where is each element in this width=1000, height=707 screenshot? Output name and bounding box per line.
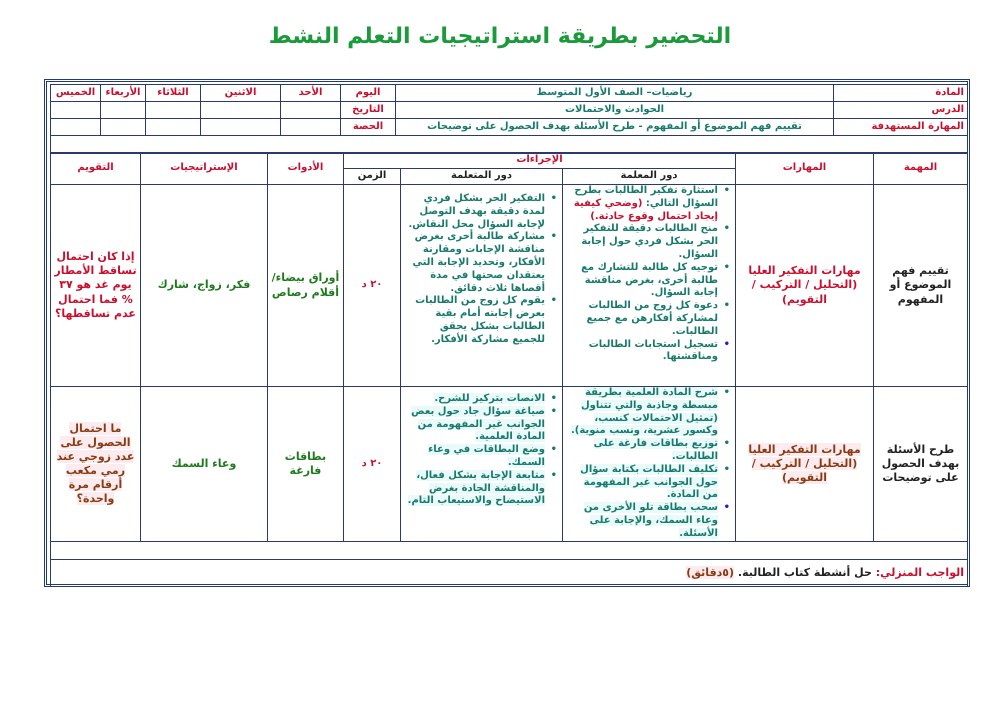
day-thursday: الخميس bbox=[51, 85, 101, 102]
col-teacher: دور المعلمة bbox=[563, 169, 736, 185]
period-label: الحصة bbox=[341, 119, 396, 136]
header-table bbox=[50, 84, 968, 154]
list-item: • الانصات بتركيز للشرح. bbox=[404, 393, 545, 406]
skills-cell: مهارات التفكير العليا (التحليل / التركيب / التقويم) bbox=[736, 185, 874, 387]
page-title: التحضير بطريقة استراتيجيات التعلم النشط bbox=[268, 24, 732, 49]
list-item: • شرح المادة العلمية بطريقة مبسطة وجاذبة والتي تتناول (تمثيل الاحتمالات كنسب، وكسور عشرية، ونسب منوية). bbox=[566, 387, 718, 438]
list-item: • مشاركة طالبة أخرى بغرض مناقشة الإجابات ومقارنة الأفكار، وتحديد الإجابة التي يعتقدان صحتها في مدة أقصاها ثلاث دقائق. bbox=[404, 231, 545, 295]
list-item: • دعوة كل زوج من الطالبات لمشاركة أفكارهن مع جميع الطالبات. bbox=[566, 300, 718, 338]
skill-value: تقييم فهم الموضوع أو المفهوم - طرح الأسئلة بهدف الحصول على توضيحات bbox=[396, 119, 834, 136]
task-cell: تقييم فهم الموضوع أو المفهوم bbox=[874, 185, 968, 387]
lesson-value: الحوادث والاحتمالات bbox=[396, 102, 834, 119]
teacher-role-cell bbox=[563, 185, 736, 387]
student-role-cell bbox=[401, 185, 563, 387]
lesson-plan-frame bbox=[44, 79, 970, 587]
list-item: • تسجيل استجابات الطالبات ومناقشتها. bbox=[566, 339, 718, 365]
list-item: • وضع البطاقات في وعاء السمك. bbox=[404, 444, 545, 470]
table-row bbox=[51, 387, 968, 542]
strategies-cell: فكر، زواج، شارك bbox=[140, 185, 267, 387]
list-item: • استثارة تفكير الطالبات بطرح السؤال التالي: (وضحي كيفية إيجاد احتمال وقوع حادثة.) bbox=[566, 185, 718, 223]
subject-label: المادة bbox=[834, 85, 968, 102]
homework-row: الواجب المنزلي: حل أنشطة كتاب الطالبة. (٥دقائق) bbox=[51, 560, 968, 587]
list-item: • متابعة الإجابة بشكل فعال، والمناقشة الجادة بغرض الاستيضاح والاستيعاب التام. bbox=[404, 470, 545, 508]
tools-cell: أوراق بيضاء/ أقلام رصاص bbox=[267, 185, 343, 387]
list-item: • تكليف الطالبات بكتابة سؤال حول الجوانب غير المفهومة من المادة. bbox=[566, 464, 718, 502]
col-tools: الأدوات bbox=[267, 153, 343, 185]
evaluation-cell: ما احتمال الحصول على عدد زوجي عند رمي مكعب أرقام مرة واحدة؟ bbox=[51, 387, 141, 542]
day-label: اليوم bbox=[341, 85, 396, 102]
evaluation-cell: إذا كان احتمال تساقط الأمطار يوم غد هو ٣٧ % فما احتمال عدم تساقطها؟ bbox=[51, 185, 141, 387]
time-cell: ٢٠ د bbox=[343, 387, 400, 542]
strategies-cell: وعاء السمك bbox=[140, 387, 267, 542]
day-tuesday: الثلاثاء bbox=[146, 85, 201, 102]
day-sunday: الأحد bbox=[281, 85, 341, 102]
table-row bbox=[51, 185, 968, 387]
col-strategies: الإستراتيجيات bbox=[140, 153, 267, 185]
list-item: • منح الطالبات دقيقة للتفكير الحر بشكل فردي حول إجابة السؤال. bbox=[566, 223, 718, 261]
col-student: دور المتعلمة bbox=[401, 169, 563, 185]
task-cell: طرح الأسئلة بهدف الحصول على توضيحات bbox=[874, 387, 968, 542]
list-item: • توزيع بطاقات فارغة على الطالبات. bbox=[566, 438, 718, 464]
teacher-role-cell bbox=[563, 387, 736, 542]
col-task: المهمة bbox=[874, 153, 968, 185]
lesson-label: الدرس bbox=[834, 102, 968, 119]
col-procedures: الإجراءات bbox=[343, 153, 735, 169]
skills-cell: مهارات التفكير العليا (التحليل / التركيب / التقويم) bbox=[736, 387, 874, 542]
list-item: • يقوم كل زوج من الطالبات بعرض إجابته أمام بقية الطالبات بشكل يحقق للجميع مشاركة الأفكار. bbox=[404, 295, 545, 346]
subject-value: رياضيات– الصف الأول المتوسط bbox=[396, 85, 834, 102]
day-wednesday: الأربعاء bbox=[101, 85, 146, 102]
col-skills: المهارات bbox=[736, 153, 874, 185]
student-role-cell bbox=[401, 387, 563, 542]
skill-label: المهارة المستهدفة bbox=[834, 119, 968, 136]
procedures-table bbox=[50, 152, 968, 587]
time-cell: ٢٠ د bbox=[343, 185, 400, 387]
col-evaluation: التقويم bbox=[51, 153, 141, 185]
list-item: • التفكير الحر بشكل فردي لمدة دقيقة بهدف التوصل لإجابة السؤال محل النقاش. bbox=[404, 193, 545, 231]
day-monday: الاثنين bbox=[201, 85, 281, 102]
col-time: الزمن bbox=[343, 169, 400, 185]
list-item: • صياغة سؤال جاد حول بعض الجوانب غير المفهومة من المادة العلمية. bbox=[404, 406, 545, 444]
tools-cell: بطاقات فارغة bbox=[267, 387, 343, 542]
date-label: التاريخ bbox=[341, 102, 396, 119]
list-item: • سحب بطاقة تلو الأخرى من وعاء السمك، والإجابة على الأسئلة. bbox=[566, 502, 718, 540]
list-item: • توجيه كل طالبة للتشارك مع طالبة أخرى، بغرض مناقشة إجابة السؤال. bbox=[566, 262, 718, 300]
